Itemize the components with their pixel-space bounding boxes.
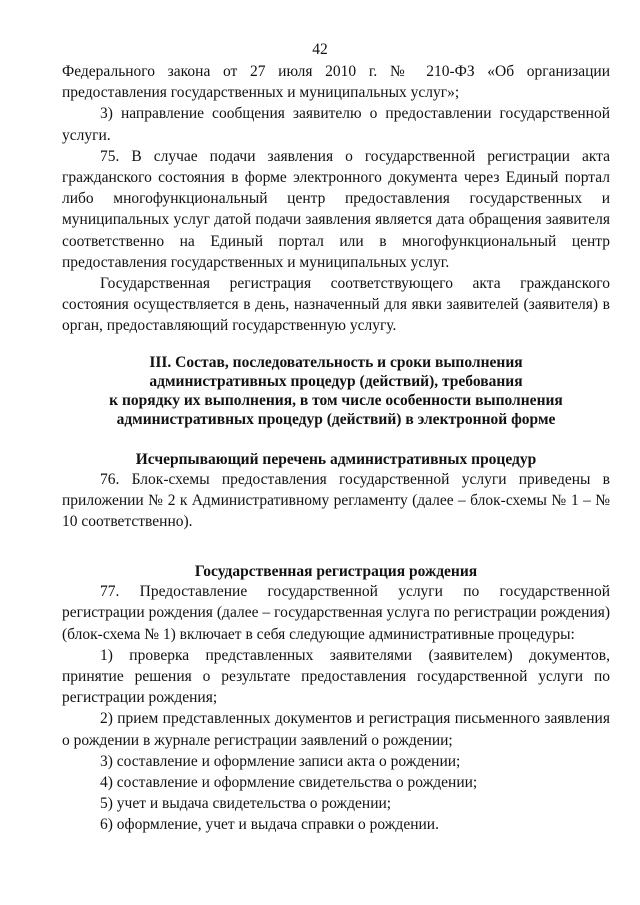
paragraph-continuation: Федерального закона от 27 июля 2010 г. № 210-ФЗ «Об организации предоставления государственных и муниципальных услуг»; bbox=[62, 63, 610, 102]
paragraph-76: 76. Блок-схемы предоставления государственной услуги приведены в приложении № 2 к Административному регламенту (далее – блок-схемы № 1 – № 10 соответственно). bbox=[62, 470, 610, 531]
section-title-line: административных процедур (действий) в электронной форме bbox=[116, 410, 556, 428]
page-number: 42 bbox=[312, 41, 328, 58]
subheading-procedures-list: Исчерпывающий перечень административных процедур bbox=[135, 450, 537, 468]
section-title-line: III. Состав, последовательность и сроки выполнения bbox=[149, 353, 523, 371]
list-item: 2) прием представленных документов и регистрация письменного заявления о рождении в журнале регистрации заявлений о рождении; bbox=[62, 710, 610, 749]
section-title bbox=[62, 353, 610, 429]
section-title-line: к порядку их выполнения, в том числе особенности выполнения bbox=[109, 391, 563, 409]
paragraph-77: 77. Предоставление государственной услуги по государственной регистрации рождения (далее – государственная услуга по регистрации рождения) (блок-схема № 1) включает в себя следующие административные процедуры: bbox=[62, 583, 610, 643]
paragraph-item-3: 3) направление сообщения заявителю о предоставлении государственной услуги. bbox=[62, 105, 610, 144]
section-title-line: административных процедур (действий), требования bbox=[149, 372, 523, 390]
paragraph-registration-day: Государственная регистрация соответствующего акта гражданского состояния осуществляется в день, назначенный для явки заявителей (заявителя) в орган, предоставляющий государственную услугу. bbox=[62, 275, 610, 335]
document-body bbox=[62, 61, 610, 836]
list-item: 4) составление и оформление свидетельства о рождении; bbox=[100, 774, 478, 792]
list-item: 1) проверка представленных заявителями (заявителем) документов, принятие решения о результате предоставления государственной услуги по регистрации рождения; bbox=[62, 646, 610, 707]
list-item: 5) учет и выдача свидетельства о рождении; bbox=[100, 795, 392, 813]
subheading-birth-registration: Государственная регистрация рождения bbox=[194, 563, 478, 581]
list-item: 6) оформление, учет и выдача справки о рождении. bbox=[100, 816, 439, 834]
paragraph-75: 75. В случае подачи заявления о государственной регистрации акта гражданского состояния в форме электронного документа через Единый портал либо многофункциональный центр предоставления государственных и муниципальных услуг датой подачи заявления является дата обращения заявителя соответственно на Единый портал или в многофункциональный центр предоставления государственных и муниципальных услуг. bbox=[62, 147, 610, 271]
list-item: 3) составление и оформление записи акта о рождении; bbox=[100, 752, 461, 770]
